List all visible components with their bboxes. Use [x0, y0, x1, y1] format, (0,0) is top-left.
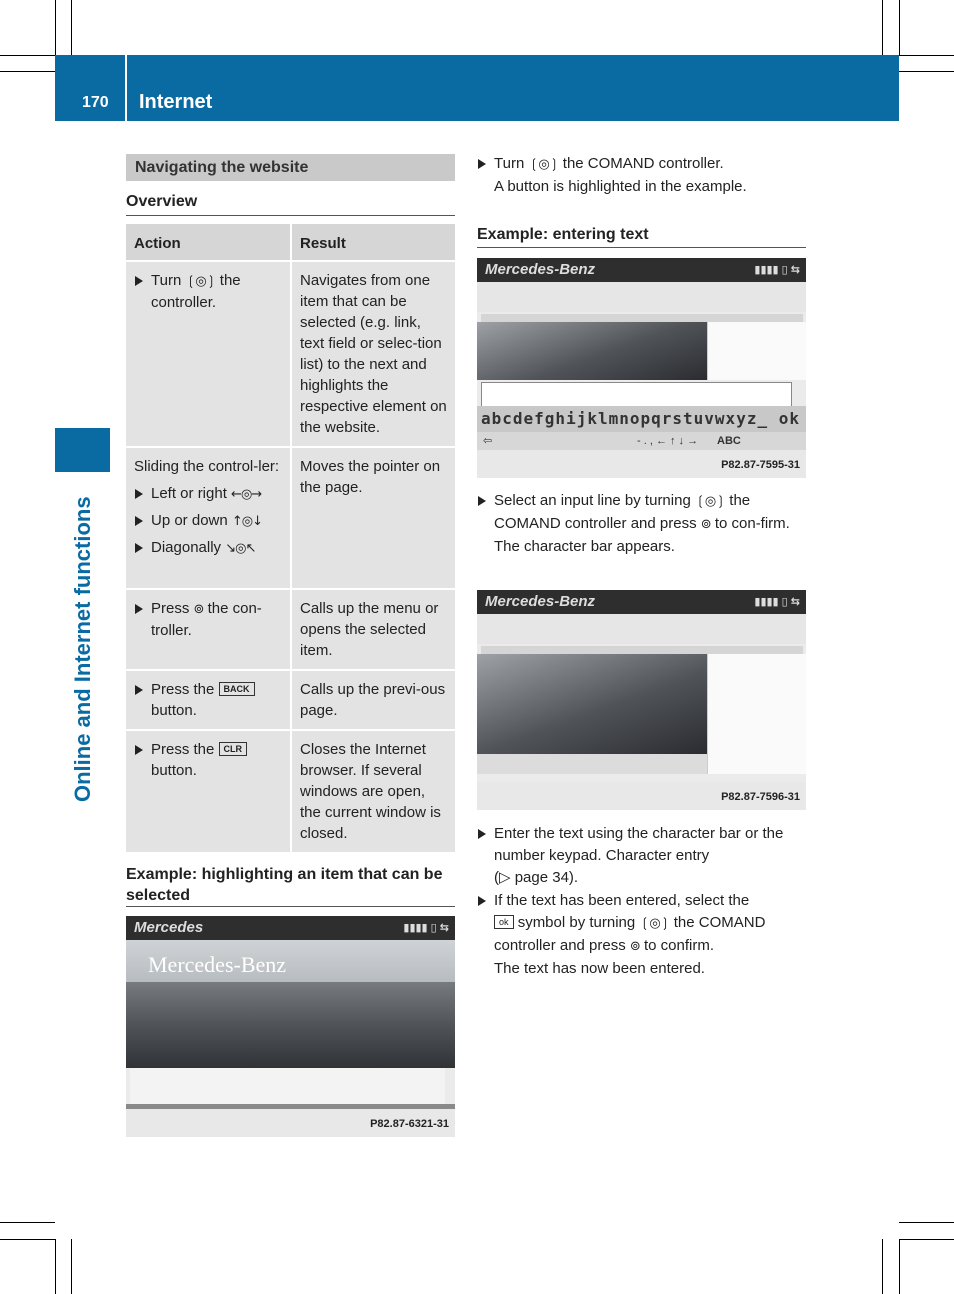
screenshot-highlight-example — [126, 916, 455, 1137]
column-header-result: Result — [291, 224, 455, 261]
step-confirm-text: If the text has been entered, select the ok symbol by turning ❲◎❳ the COMAND controller and press ⊚ to confirm. The text has now been entered. — [477, 890, 807, 980]
table-cell-result: Calls up the previ-ous page. — [291, 670, 455, 730]
page-number: 170 — [82, 94, 109, 111]
example-highlight-heading: Example: highlighting an item that can be selected — [126, 866, 443, 904]
crop-mark — [0, 55, 55, 56]
crop-mark — [0, 1239, 55, 1240]
screenshot-character-bar — [477, 590, 806, 810]
crop-mark — [899, 55, 954, 56]
table-cell-action: Sliding the control-ler: Left or right ←◎→ Up or down ↑◎↓ Diagonally ↘◎↖ — [126, 447, 291, 589]
car-image — [477, 322, 707, 380]
crop-mark — [899, 1239, 954, 1240]
column-header-action: Action — [126, 224, 291, 261]
table-row — [126, 447, 455, 589]
rotate-controller-icon: ❲◎❳ — [694, 494, 726, 509]
character-bar: abcdefghijklmnopqrstuvwxyz_ ok — [477, 406, 806, 432]
bullet-arrow-icon — [478, 159, 486, 169]
table-cell-action: Press the BACK button. — [126, 670, 291, 730]
step-enter-text: Enter the text using the character bar or the number keypad. Character entry (▷ page 34). — [477, 823, 807, 889]
bullet-arrow-icon — [478, 496, 486, 506]
page-reference: (▷ page 34). — [494, 869, 579, 886]
overview-table — [126, 224, 455, 852]
bullet-arrow-icon — [135, 489, 143, 499]
text-input-line — [481, 382, 792, 408]
crop-mark — [71, 1239, 72, 1294]
heading-rule — [477, 247, 806, 248]
screen-brand: Mercedes ▮▮▮▮ ▯ ⇆ — [126, 916, 455, 940]
chapter-title: Internet — [139, 91, 213, 113]
table-header-row — [126, 224, 455, 261]
clr-key-icon: CLR — [219, 742, 248, 756]
status-icons: ▮▮▮▮ ▯ ⇆ — [403, 922, 449, 934]
overview-heading: Overview — [126, 193, 198, 210]
example-text-heading: Example: entering text — [477, 226, 649, 243]
rotate-controller-icon: ❲◎❳ — [528, 157, 559, 172]
bullet-arrow-icon — [478, 896, 486, 906]
bullet-arrow-icon — [478, 829, 486, 839]
press-controller-icon: ⊚ — [629, 939, 640, 954]
back-icon: ⇦ — [483, 435, 493, 447]
table-row — [126, 589, 455, 670]
crop-mark — [882, 0, 883, 55]
bullet-arrow-icon — [135, 745, 143, 755]
rotate-controller-icon: ❲◎❳ — [185, 274, 216, 289]
crop-mark — [0, 71, 55, 72]
bullet-arrow-icon — [135, 543, 143, 553]
crop-mark — [71, 0, 72, 55]
table-cell-action: Turn ❲◎❳ the controller. — [126, 261, 291, 447]
table-row — [126, 670, 455, 730]
table-row — [126, 261, 455, 447]
control-bar: ⇦ - . , ← ↑ ↓ → ABC — [477, 432, 806, 450]
table-cell-action: Press ⊚ the con-troller. — [126, 589, 291, 670]
bullet-arrow-icon — [135, 516, 143, 526]
crop-mark — [899, 0, 900, 55]
table-cell-result: Navigates from one item that can be selected (e.g. link, text field or selec-tion list) to the next and highlights the respective element on the website. — [291, 261, 455, 447]
slide-diagonal-icon: ↘◎↖ — [225, 541, 256, 556]
rotate-controller-icon: ❲◎❳ — [639, 916, 670, 931]
ok-key-icon: ok — [494, 915, 514, 929]
crop-mark — [0, 1222, 55, 1223]
crop-mark — [899, 1222, 954, 1223]
image-caption: P82.87-7595-31 — [477, 450, 806, 478]
crop-mark — [55, 1239, 56, 1294]
section-title: Navigating the website — [126, 154, 455, 181]
step-turn-controller: Turn ❲◎❳ the COMAND controller. A button is highlighted in the example. — [477, 153, 807, 198]
crop-mark — [899, 71, 954, 72]
table-row — [126, 730, 455, 852]
table-cell-result: Moves the pointer on the page. — [291, 447, 455, 589]
screenshot-entering-text — [477, 258, 806, 478]
bullet-arrow-icon — [135, 604, 143, 614]
screen-brand: Mercedes-Benz ▮▮▮▮ ▯ ⇆ — [477, 258, 806, 282]
table-cell-action: Press the CLR button. — [126, 730, 291, 852]
image-caption: P82.87-6321-31 — [126, 1109, 455, 1137]
back-key-icon: BACK — [219, 682, 255, 696]
slide-up-down-icon: ↑◎↓ — [231, 514, 263, 529]
road-image — [126, 982, 455, 1068]
screen-brand: Mercedes-Benz ▮▮▮▮ ▯ ⇆ — [477, 590, 806, 614]
table-cell-result: Calls up the menu or opens the selected item. — [291, 589, 455, 670]
chapter-tab — [55, 428, 110, 472]
heading-rule — [126, 906, 455, 907]
press-controller-icon: ⊚ — [193, 602, 204, 617]
status-icons: ▮▮▮▮ ▯ ⇆ — [754, 596, 800, 608]
car-image — [477, 654, 707, 754]
status-icons: ▮▮▮▮ ▯ ⇆ — [754, 264, 800, 276]
crop-mark — [55, 0, 56, 55]
step-select-input-line: Select an input line by turning ❲◎❳ the COMAND controller and press ⊚ to con-firm. The character bar appears. — [477, 490, 807, 558]
heading-rule — [126, 215, 455, 216]
image-caption: P82.87-7596-31 — [477, 782, 806, 810]
table-cell-result: Closes the Internet browser. If several windows are open, the current window is closed. — [291, 730, 455, 852]
crop-mark — [882, 1239, 883, 1294]
sidebar-chapter-title: Online and Internet functions — [70, 496, 95, 802]
bullet-arrow-icon — [135, 276, 143, 286]
slide-left-right-icon: ←◎→ — [231, 487, 262, 502]
bullet-arrow-icon — [135, 685, 143, 695]
crop-mark — [899, 1239, 900, 1294]
header-divider — [125, 55, 127, 121]
website-banner: Mercedes-Benz — [148, 952, 287, 977]
press-controller-icon: ⊚ — [700, 517, 711, 532]
